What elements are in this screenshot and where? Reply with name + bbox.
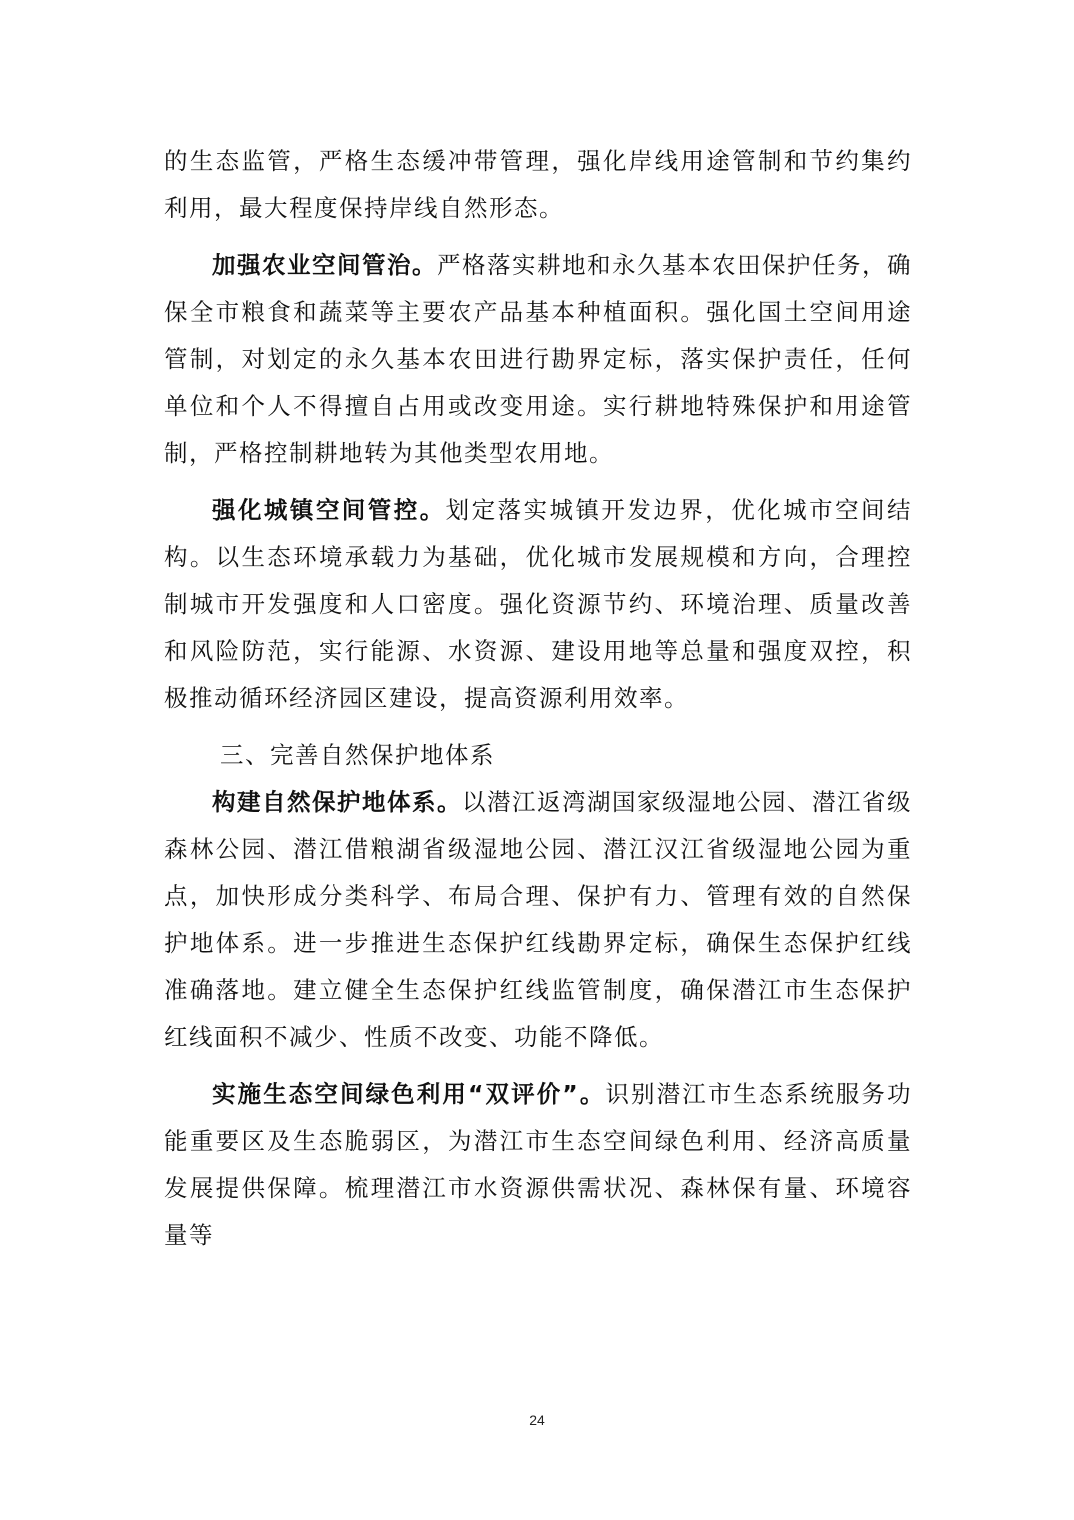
paragraph-urban-space bbox=[164, 487, 912, 722]
section-heading: 三、完善自然保护地体系 bbox=[220, 741, 495, 769]
paragraph-nature-reserve-system bbox=[164, 779, 912, 1061]
paragraph-lead: 构建自然保护地体系。 bbox=[212, 788, 462, 816]
paragraph-agricultural-space bbox=[164, 242, 912, 477]
paragraph-double-evaluation bbox=[164, 1071, 912, 1259]
paragraph-body: 划定落实城镇开发边界，优化城市空间结构。以生态环境承载力为基础，优化城市发展规模和方向，合理控制城市开发强度和人口密度。强化资源节约、环境治理、质量改善和风险防范，实行能源、水资源、建设用地等总量和强度双控，积极推动循环经济园区建设，提高资源利用效率。 bbox=[164, 496, 913, 712]
paragraph-continuation bbox=[164, 138, 912, 232]
paragraph-lead: 加强农业空间管治。 bbox=[212, 251, 437, 279]
paragraph-body: 的生态监管，严格生态缓冲带管理，强化岸线用途管制和节约集约利用，最大程度保持岸线自然形态。 bbox=[164, 147, 912, 222]
page-content bbox=[164, 138, 912, 1269]
paragraph-body: 识别潜江市生态系统服务功能重要区及生态脆弱区，为潜江市生态空间绿色利用、经济高质量发展提供保障。梳理潜江市水资源供需状况、森林保有量、环境容量等 bbox=[164, 1080, 913, 1249]
paragraph-lead: 强化城镇空间管控。 bbox=[212, 496, 446, 524]
paragraph-body: 以潜江返湾湖国家级湿地公园、潜江省级森林公园、潜江借粮湖省级湿地公园、潜江汉江省级湿地公园为重点，加快形成分类科学、布局合理、保护有力、管理有效的自然保护地体系。进一步推进生态保护红线勘界定标，确保生态保护红线准确落地。建立健全生态保护红线监管制度，确保潜江市生态保护红线面积不减少、性质不改变、功能不降低。 bbox=[164, 788, 912, 1051]
paragraph-body: 严格落实耕地和永久基本农田保护任务，确保全市粮食和蔬菜等主要农产品基本种植面积。强化国土空间用途管制，对划定的永久基本农田进行勘界定标，落实保护责任，任何单位和个人不得擅自占用或改变用途。实行耕地特殊保护和用途管制，严格控制耕地转为其他类型农用地。 bbox=[164, 251, 912, 467]
paragraph-lead: 实施生态空间绿色利用“双评价”。 bbox=[212, 1080, 606, 1108]
page-number: 24 bbox=[529, 1412, 545, 1428]
